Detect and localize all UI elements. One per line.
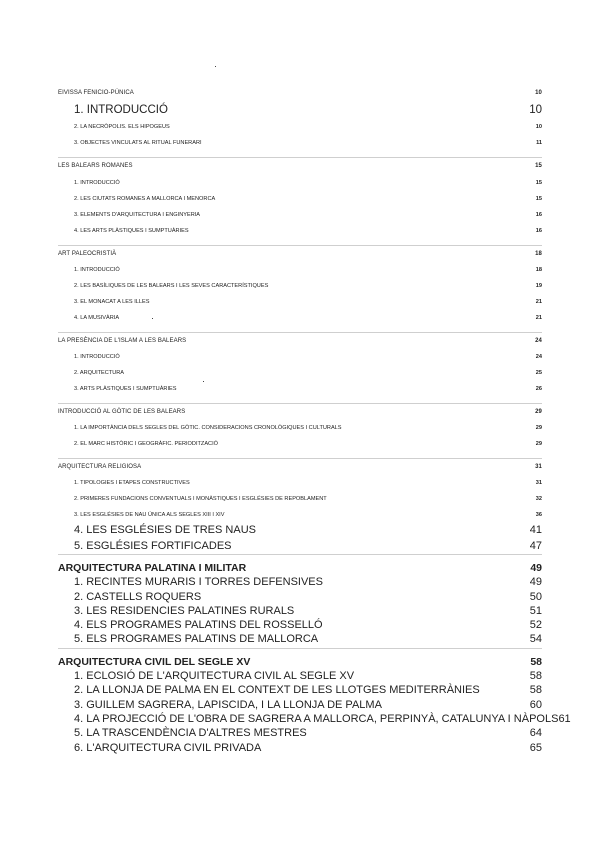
toc-entry-page: 31 — [535, 480, 542, 486]
toc-entry-title: 3. LES ESGLÉSIES DE NAU ÚNICA ALS SEGLES XIII I XIV — [74, 512, 225, 518]
toc-entry-title: 2. ARQUITECTURA — [74, 370, 125, 376]
toc-entry[interactable] — [58, 196, 542, 202]
stray-mark — [215, 66, 216, 67]
toc-entry-title: 4. LES ESGLÉSIES DE TRES NAUS — [74, 524, 256, 536]
section-divider — [58, 332, 542, 333]
toc-entry-page: 31 — [535, 464, 542, 470]
toc-entry-page: 24 — [535, 354, 542, 360]
toc-entry[interactable] — [58, 670, 542, 682]
toc-entry-title: EIVISSA FENICIO-PÚNICA — [58, 90, 134, 96]
toc-entry-page: 32 — [535, 496, 542, 502]
toc-entry-page: 19 — [535, 283, 542, 289]
toc-entry-page: 29 — [535, 441, 542, 447]
toc-entry-page: 15 — [535, 196, 542, 202]
section-divider — [58, 403, 542, 404]
toc-entry-title: 1. INTRODUCCIÓ — [74, 180, 120, 186]
toc-entry-title: 1. LA IMPORTÀNCIA DELS SEGLES DEL GÒTIC. CONSIDERACIONS CRONOLÒGIQUES I CULTURALS — [74, 425, 342, 431]
toc-entry-page: 16 — [535, 212, 542, 218]
toc-entry-title: 2. LA LLONJA DE PALMA EN EL CONTEXT DE LES LLOTGES MEDITERRÀNIES — [74, 684, 480, 696]
stray-mark — [152, 318, 153, 319]
toc-entry-page: 58 — [530, 656, 542, 668]
toc-entry-title: 1. RECINTES MURARIS I TORRES DEFENSIVES — [74, 576, 323, 588]
toc-entry[interactable] — [58, 283, 542, 289]
toc-entry[interactable] — [58, 299, 542, 305]
toc-entry[interactable] — [58, 315, 542, 321]
toc-entry-title: 3. OBJECTES VINCULATS AL RITUAL FUNERARI — [74, 140, 202, 146]
toc-entry-page: 50 — [529, 591, 542, 603]
toc-entry-page: 49 — [529, 576, 542, 588]
toc-section-entry[interactable] — [58, 251, 542, 257]
toc-entry-title: INTRODUCCIÓ AL GÒTIC DE LES BALEARS — [58, 409, 186, 415]
toc-entry[interactable] — [58, 354, 542, 360]
toc-section-entry[interactable] — [58, 656, 542, 668]
toc-entry-page: 54 — [529, 633, 542, 645]
toc-entry-page: 52 — [529, 619, 542, 631]
toc-entry[interactable] — [58, 742, 542, 754]
toc-entry[interactable] — [58, 212, 542, 218]
section-divider — [58, 157, 542, 158]
toc-entry-title: 1. INTRODUCCIÓ — [74, 354, 120, 360]
toc-entry-title: 6. L'ARQUITECTURA CIVIL PRIVADA — [74, 742, 262, 754]
toc-entry-page: 10 — [535, 90, 542, 96]
toc-entry-page: 25 — [535, 370, 542, 376]
toc-entry-title: ARQUITECTURA CIVIL DEL SEGLE XV — [58, 656, 251, 668]
toc-entry-title: ART PALEOCRISTIÀ — [58, 251, 117, 257]
toc-entry-title: 2. CASTELLS ROQUERS — [74, 591, 202, 603]
toc-entry-page: 21 — [535, 299, 542, 305]
toc-entry[interactable] — [58, 496, 542, 502]
toc-entry[interactable] — [58, 180, 542, 186]
toc-entry[interactable] — [58, 441, 542, 447]
toc-entry-title: 4. LA PROJECCIÓ DE L'OBRA DE SAGRERA A MALLORCA, PERPINYÀ, CATALUNYA I NÀPOLS — [74, 713, 559, 725]
toc-entry[interactable] — [58, 480, 542, 486]
toc-entry[interactable] — [58, 386, 542, 392]
toc-entry-title: 3. LES RESIDENCIES PALATINES RURALS — [74, 605, 295, 617]
toc-entry-page: 58 — [529, 684, 542, 696]
toc-entry-page: 26 — [535, 386, 542, 392]
toc-section-entry[interactable] — [58, 338, 542, 344]
toc-entry-page: 10 — [529, 104, 542, 116]
toc-section-entry[interactable] — [58, 90, 542, 96]
stray-mark — [203, 381, 204, 382]
toc-section-entry[interactable] — [58, 562, 542, 574]
section-divider — [58, 648, 542, 649]
toc-entry[interactable] — [58, 524, 542, 536]
toc-entry-title: 4. ELS PROGRAMES PALATINS DEL ROSSELLÓ — [74, 619, 323, 631]
toc-entry-page: 65 — [529, 742, 542, 754]
toc-entry-title: 2. LES BASÍLIQUES DE LES BALEARS I LES SEVES CARACTERÍSTIQUES — [74, 283, 269, 289]
toc-entry[interactable] — [58, 370, 542, 376]
toc-entry[interactable] — [58, 605, 542, 617]
toc-entry-title: 5. LA TRASCENDÈNCIA D'ALTRES MESTRES — [74, 727, 307, 739]
toc-section-entry[interactable] — [58, 464, 542, 470]
toc-entry-title: ARQUITECTURA RELIGIOSA — [58, 464, 142, 470]
toc-entry-title: LES BALEARS ROMANES — [58, 163, 133, 169]
toc-entry-page: 18 — [535, 267, 542, 273]
toc-entry[interactable] — [58, 267, 542, 273]
toc-entry-title: 3. GUILLEM SAGRERA, LAPISCIDA, I LA LLONJA DE PALMA — [74, 699, 382, 711]
toc-entry[interactable] — [58, 228, 542, 234]
toc-entry-page: 61 — [558, 713, 571, 725]
toc-entry-page: 15 — [535, 163, 542, 169]
toc-entry[interactable] — [58, 619, 542, 631]
toc-entry-page: 49 — [530, 562, 542, 574]
section-divider — [58, 245, 542, 246]
toc-entry[interactable] — [58, 633, 542, 645]
toc-entry-title: 3. EL MONACAT A LES ILLES — [74, 299, 150, 305]
toc-entry[interactable] — [58, 512, 542, 518]
toc-entry-page: 60 — [529, 699, 542, 711]
toc-entry-title: 2. LES CIUTATS ROMANES A MALLORCA I MENORCA — [74, 196, 216, 202]
toc-section-entry[interactable] — [58, 409, 542, 415]
toc-entry[interactable] — [58, 425, 542, 431]
toc-section-entry[interactable] — [58, 163, 542, 169]
toc-entry-page: 15 — [535, 180, 542, 186]
section-divider — [58, 458, 542, 459]
toc-entry-title: 1. INTRODUCCIÓ — [74, 104, 168, 116]
toc-entry-page: 21 — [535, 315, 542, 321]
toc-entry-page: 36 — [535, 512, 542, 518]
toc-entry[interactable] — [58, 713, 571, 725]
toc-entry-title: 5. ELS PROGRAMES PALATINS DE MALLORCA — [74, 633, 319, 645]
toc-entry[interactable] — [58, 576, 542, 588]
toc-entry-page: 10 — [535, 124, 542, 130]
toc-entry-title: ARQUITECTURA PALATINA I MILITAR — [58, 562, 247, 574]
toc-entry-page: 29 — [535, 409, 542, 415]
toc-entry-page: 41 — [529, 524, 542, 536]
toc-entry[interactable] — [58, 699, 542, 711]
toc-entry-page: 18 — [535, 251, 542, 257]
toc-entry-title: 3. ELEMENTS D'ARQUITECTURA I ENGINYERIA — [74, 212, 201, 218]
toc-entry-page: 24 — [535, 338, 542, 344]
section-divider — [58, 554, 542, 555]
toc-entry[interactable] — [58, 727, 542, 739]
toc-entry[interactable] — [58, 140, 542, 146]
toc-entry-page: 51 — [529, 605, 542, 617]
toc-entry[interactable] — [58, 124, 542, 130]
toc-entry-title: 4. LA MUSIVÀRIA — [74, 315, 120, 321]
toc-entry-title: LA PRESÈNCIA DE L'ISLAM A LES BALEARS — [58, 338, 187, 344]
toc-entry-title: 4. LES ARTS PLÀSTIQUES I SUMPTUÀRIES — [74, 228, 189, 234]
toc-entry-page: 11 — [536, 140, 542, 146]
toc-entry-title: 1. INTRODUCCIÓ — [74, 267, 120, 273]
toc-entry-title: 2. LA NECRÒPOLIS. ELS HIPOGEUS — [74, 124, 170, 130]
toc-entry[interactable] — [58, 684, 542, 696]
toc-entry[interactable] — [58, 540, 542, 552]
toc-entry[interactable] — [58, 591, 542, 603]
toc-entry-page: 58 — [529, 670, 542, 682]
toc-entry-title: 1. TIPOLOGIES I ETAPES CONSTRUCTIVES — [74, 480, 190, 486]
toc-entry-title: 2. EL MARC HISTÒRIC I GEOGRÀFIC. PERIODITZACIÓ — [74, 441, 219, 447]
toc-entry-page: 64 — [529, 727, 542, 739]
toc-entry-page: 16 — [535, 228, 542, 234]
toc-entry-page: 47 — [529, 540, 542, 552]
toc-entry-page: 29 — [535, 425, 542, 431]
toc-entry[interactable] — [58, 104, 542, 116]
toc-entry-title: 1. ECLOSIÓ DE L'ARQUITECTURA CIVIL AL SEGLE XV — [74, 670, 355, 682]
toc-entry-title: 2. PRIMERES FUNDACIONS CONVENTUALS I MONÀSTIQUES I ESGLÉSIES DE REPOBLAMENT — [74, 496, 327, 502]
toc-entry-title: 3. ARTS PLÀSTIQUES I SUMPTUÀRIES — [74, 386, 177, 392]
toc-entry-title: 5. ESGLÉSIES FORTIFICADES — [74, 540, 232, 552]
